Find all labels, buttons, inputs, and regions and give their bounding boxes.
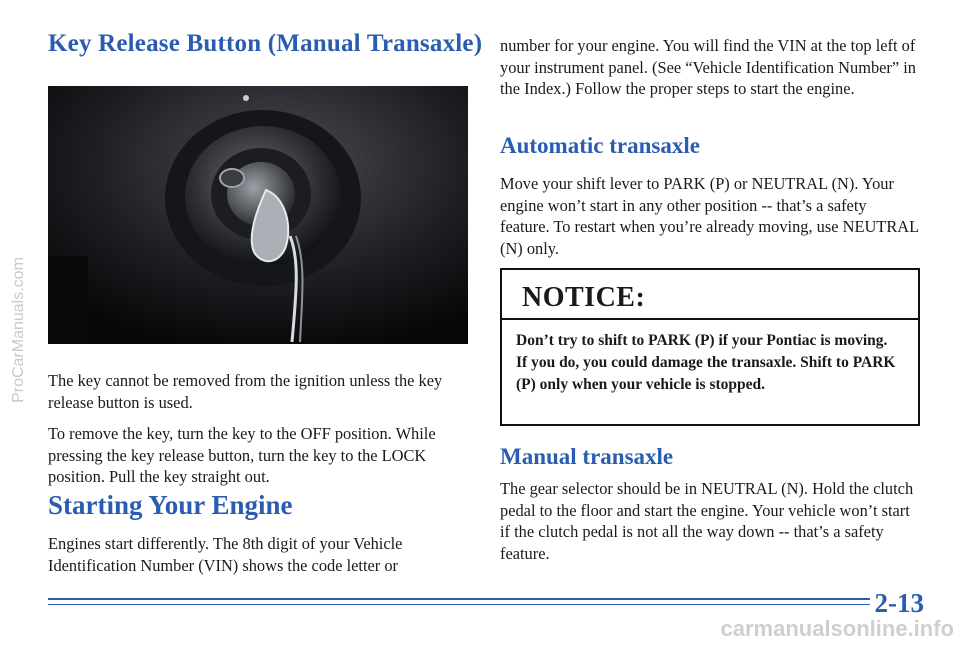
heading-automatic: Automatic transaxle [500,133,700,158]
para-number: number for your engine. You will find the VIN at the top left of your instrument panel. (See “Vehicle Identification Number” in the Index.) Follow the proper steps to start the engine. [500,36,916,98]
notice-box [500,268,920,426]
heading-manual: Manual transaxle [500,444,674,469]
ignition-key-photo [48,86,468,344]
footer-rule-top [48,598,870,600]
footer-rule-bottom [48,604,870,605]
side-watermark-text: ProCarManuals.com [10,257,27,403]
notice-body: Don’t try to shift to PARK (P) if your Pontiac is moving. If you do, you could damage the transaxle. Shift to PARK (P) only when your vehicle is stopped. [516,332,896,393]
footer-rules [48,596,870,616]
para-manual: The gear selector should be in NEUTRAL (N). Hold the clutch pedal to the floor and start the engine. Your vehicle won’t start if the clutch pedal is not all the way down -- that’s a safety feature. [500,479,914,563]
para-to-remove: To remove the key, turn the key to the OFF position. While pressing the key release button, turn the key to the LOCK position. Pull the key straight out. [48,424,436,486]
notice-divider [502,318,918,320]
heading-starting-engine: Starting Your Engine [48,490,293,520]
para-key-cannot: The key cannot be removed from the ignition unless the key release button is used. [48,371,443,412]
notice-title: NOTICE: [522,282,646,313]
side-watermark [8,120,30,540]
para-automatic: Move your shift lever to PARK (P) or NEUTRAL (N). Your engine won’t start in any other position -- that’s a safety feature. To restart when you’re already moving, use NEUTRAL (N) only. [500,174,919,258]
page-number: 2-13 [874,588,924,618]
para-engines: Engines start differently. The 8th digit of your Vehicle Identification Number (VIN) shows the code letter or [48,534,403,575]
bottom-watermark: carmanualsonline.info [720,616,954,641]
heading-key-release: Key Release Button (Manual Transaxle) [48,30,483,57]
